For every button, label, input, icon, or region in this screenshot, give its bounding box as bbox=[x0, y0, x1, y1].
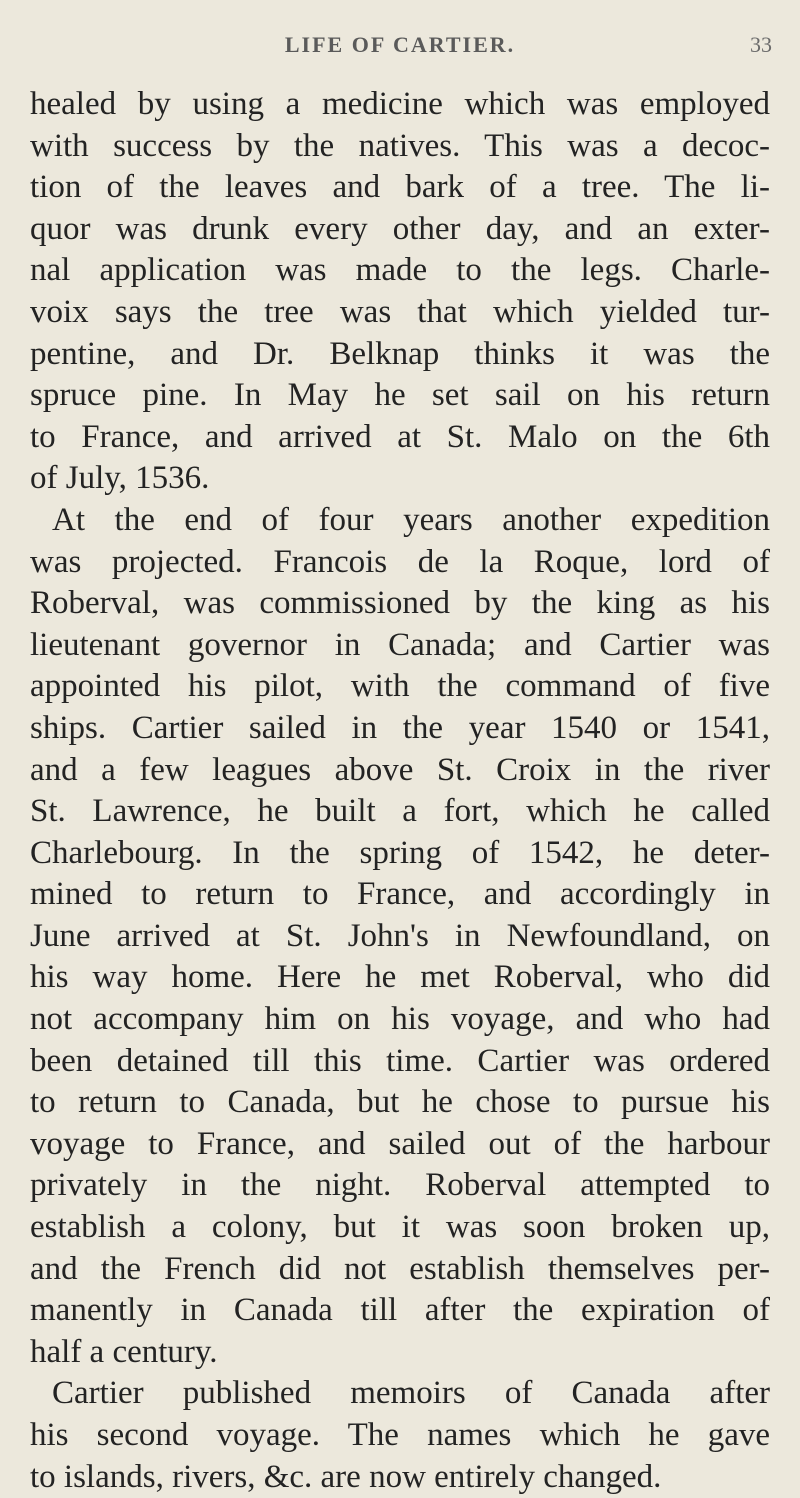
text-line: and the French did not establish themselves per- bbox=[30, 1250, 770, 1287]
text-line: with success by the natives. This was a decoc- bbox=[30, 127, 770, 164]
page-header bbox=[0, 28, 800, 68]
text-line: nal application was made to the legs. Charle- bbox=[30, 252, 770, 289]
text-line: tion of the leaves and bark of a tree. The li- bbox=[30, 169, 770, 206]
text-line: voix says the tree was that which yielded tur- bbox=[30, 293, 770, 330]
text-line: At the end of four years another expedition bbox=[52, 501, 770, 538]
text-line: was projected. Francois de la Roque, lord of bbox=[30, 543, 770, 580]
text-line: quor was drunk every other day, and an exter- bbox=[30, 210, 770, 247]
text-line: been detained till this time. Cartier was ordered bbox=[30, 1042, 770, 1079]
text-line: half a century. bbox=[30, 1333, 218, 1370]
text-line: Roberval, was commissioned by the king as his bbox=[30, 585, 770, 622]
text-line: healed by using a medicine which was employed bbox=[30, 86, 770, 122]
text-line: his way home. Here he met Roberval, who did bbox=[30, 959, 770, 996]
text-line: voyage to France, and sailed out of the harbour bbox=[30, 1125, 770, 1162]
text-line: to islands, rivers, &c. are now entirely changed. bbox=[30, 1458, 662, 1495]
text-line: Charlebourg. In the spring of 1542, he deter- bbox=[30, 834, 770, 871]
text-line: lieutenant governor in Canada; and Cartier was bbox=[30, 626, 770, 663]
text-line: ships. Cartier sailed in the year 1540 or 1541, bbox=[30, 709, 770, 746]
text-line: to France, and arrived at St. Malo on the 6th bbox=[30, 418, 770, 455]
text-line: pentine, and Dr. Belknap thinks it was the bbox=[30, 335, 770, 372]
text-line: spruce pine. In May he set sail on his return bbox=[30, 377, 770, 414]
text-line: establish a colony, but it was soon broken up, bbox=[30, 1209, 770, 1246]
text-line: not accompany him on his voyage, and who had bbox=[30, 1001, 770, 1038]
text-line: Cartier published memoirs of Canada after bbox=[52, 1375, 770, 1412]
running-title: LIFE OF CARTIER. bbox=[284, 32, 516, 57]
text-line: St. Lawrence, he built a fort, which he called bbox=[30, 793, 770, 830]
text-line: privately in the night. Roberval attempted to bbox=[30, 1167, 770, 1204]
text-line: mined to return to France, and accordingly in bbox=[30, 876, 770, 913]
text-line: to return to Canada, but he chose to pursue his bbox=[30, 1084, 770, 1121]
text-line: of July, 1536. bbox=[30, 460, 210, 497]
text-line: his second voyage. The names which he gave bbox=[30, 1417, 770, 1453]
text-line: appointed his pilot, with the command of five bbox=[30, 668, 770, 705]
text-line: and a few leagues above St. Croix in the river bbox=[30, 751, 770, 788]
page-number: 33 bbox=[750, 32, 772, 57]
text-line: June arrived at St. John's in Newfoundland, on bbox=[30, 917, 770, 954]
body-text bbox=[30, 84, 770, 1498]
text-line: manently in Canada till after the expiration of bbox=[30, 1292, 770, 1329]
